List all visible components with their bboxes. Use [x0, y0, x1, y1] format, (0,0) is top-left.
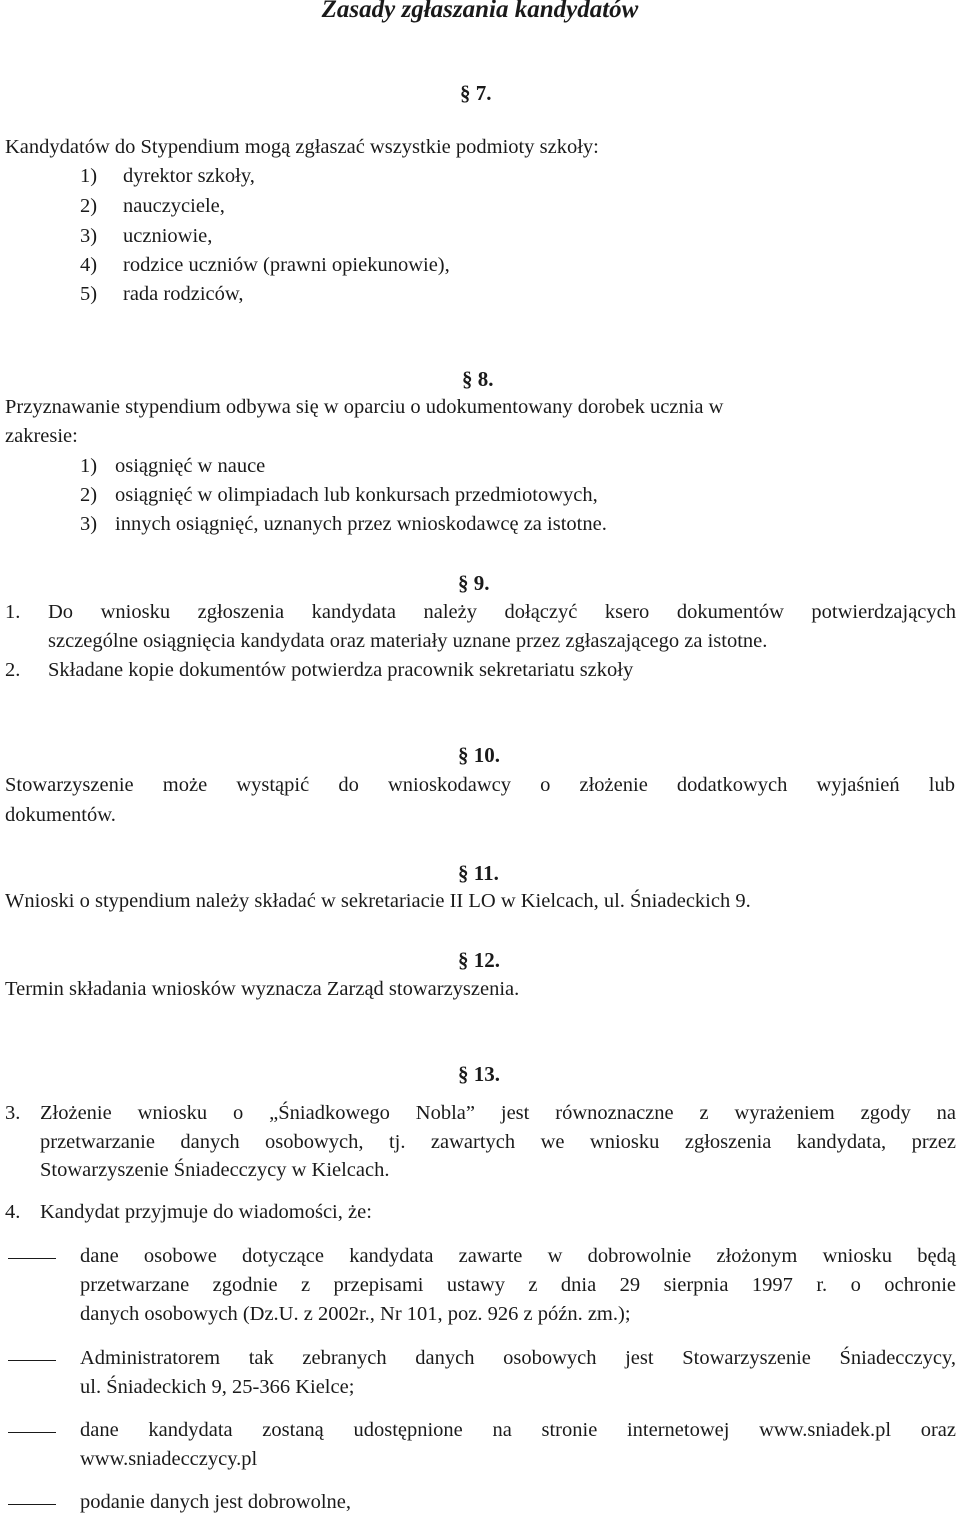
section-12-mark: § 12.: [458, 948, 500, 972]
list-item-num: 1): [80, 165, 98, 187]
paragraph-line: Do wniosku zgłoszenia kandydata należy dołączyć ksero dokumentów potwierdzających: [48, 601, 956, 623]
list-item: osiągnięć w nauce: [115, 455, 266, 477]
bullet-line: dane osobowe dotyczące kandydata zawarte w dobrowolnie złożonym wniosku będą: [80, 1245, 956, 1267]
section-8-mark: § 8.: [462, 367, 494, 391]
dash-bullet: [8, 1504, 56, 1505]
paragraph-line: Stowarzyszenie może wystąpić do wnioskodawcy o złożenie dodatkowych wyjaśnień lub: [5, 774, 955, 796]
bullet-line: podanie danych jest dobrowolne,: [80, 1491, 351, 1513]
dash-bullet: [8, 1360, 56, 1361]
list-item-num: 2): [80, 484, 98, 506]
paragraph-line: szczególne osiągnięcia kandydata oraz materiały uznane przez zgłaszającego za istotne.: [48, 630, 768, 652]
dash-bullet: [8, 1432, 56, 1433]
list-item-num: 2): [80, 195, 98, 217]
paragraph-num: 4.: [5, 1201, 21, 1223]
bullet-line: ul. Śniadeckich 9, 25-366 Kielce;: [80, 1376, 355, 1398]
paragraph-line: Kandydat przyjmuje do wiadomości, że:: [40, 1201, 372, 1223]
paragraph-line: przetwarzanie danych osobowych, tj. zawartych we wniosku zgłoszenia kandydata, przez: [40, 1131, 956, 1153]
bullet-line: danych osobowych (Dz.U. z 2002r., Nr 101, poz. 926 z późn. zm.);: [80, 1303, 631, 1325]
list-item: uczniowie,: [123, 225, 213, 247]
section-7-mark: § 7.: [460, 81, 492, 105]
paragraph-line: Wnioski o stypendium należy składać w sekretariacie II LO w Kielcach, ul. Śniadeckich 9.: [5, 890, 751, 912]
paragraph-line: Złożenie wniosku o „Śniadkowego Nobla” jest równoznaczne z wyrażeniem zgody na: [40, 1102, 956, 1124]
list-item: dyrektor szkoły,: [123, 165, 255, 187]
paragraph-line: dokumentów.: [5, 804, 116, 826]
list-item-num: 4): [80, 254, 98, 276]
list-item: osiągnięć w olimpiadach lub konkursach przedmiotowych,: [115, 484, 598, 506]
paragraph-line: Stowarzyszenie Śniadecczycy w Kielcach.: [40, 1159, 390, 1181]
list-item-num: 1): [80, 455, 98, 477]
bullet-line: www.sniadecczycy.pl: [80, 1448, 258, 1470]
list-item-num: 5): [80, 283, 98, 305]
paragraph-line: Składane kopie dokumentów potwierdza pracownik sekretariatu szkoły: [48, 659, 634, 681]
paragraph-num: 2.: [5, 659, 21, 681]
section-10-mark: § 10.: [458, 743, 500, 767]
section-7-intro: Kandydatów do Stypendium mogą zgłaszać wszystkie podmioty szkoły:: [5, 136, 599, 158]
section-9-mark: § 9.: [458, 571, 490, 595]
list-item-num: 3): [80, 225, 98, 247]
paragraph-line: Termin składania wniosków wyznacza Zarząd stowarzyszenia.: [5, 978, 520, 1000]
list-item-num: 3): [80, 513, 98, 535]
section-8-intro-cont: zakresie:: [5, 425, 78, 447]
page-title: Zasady zgłaszania kandydatów: [321, 0, 639, 23]
bullet-line: przetwarzane zgodnie z przepisami ustawy z dnia 29 sierpnia 1997 r. o ochronie: [80, 1274, 956, 1296]
paragraph-num: 1.: [5, 601, 21, 623]
section-11-mark: § 11.: [458, 861, 499, 885]
section-13-mark: § 13.: [458, 1062, 500, 1086]
list-item: innych osiągnięć, uznanych przez wnioskodawcę za istotne.: [115, 513, 607, 535]
bullet-line: Administratorem tak zebranych danych osobowych jest Stowarzyszenie Śniadecczycy,: [80, 1347, 956, 1369]
bullet-line: dane kandydata zostaną udostępnione na stronie internetowej www.sniadek.pl oraz: [80, 1419, 956, 1441]
list-item: rodzice uczniów (prawni opiekunowie),: [123, 254, 450, 276]
list-item: rada rodziców,: [123, 283, 244, 305]
list-item: nauczyciele,: [123, 195, 225, 217]
section-8-intro: Przyznawanie stypendium odbywa się w oparciu o udokumentowany dorobek ucznia w: [5, 396, 724, 418]
paragraph-num: 3.: [5, 1102, 21, 1124]
dash-bullet: [8, 1258, 56, 1259]
